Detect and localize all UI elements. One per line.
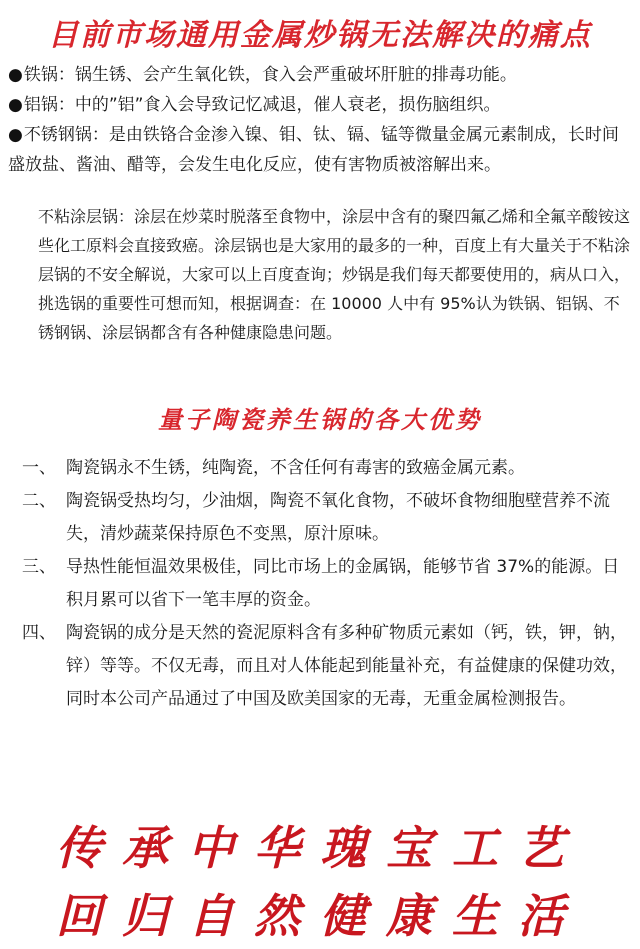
advantage-item [22,485,630,551]
advantages-list [22,452,630,716]
advantage-text: 陶瓷锅永不生锈，纯陶瓷，不含任何有毒害的致癌金属元素。 [66,458,525,478]
pain-point-aluminum [8,90,634,120]
pain-points-list [8,60,634,180]
page-title: 目前市场通用金属炒锅无法解决的痛点 [48,18,592,53]
bullet-icon: ● [8,125,23,145]
advantage-number: 一、 [22,458,56,478]
nonstick-paragraph: 不粘涂层锅：涂层在炒菜时脱落至食物中，涂层中含有的聚四氟乙烯和全氟辛酸铵这些化工原料会直接致癌。涂层锅也是大家用的最多的一种，百度上有大量关于不粘涂层锅的不安全解说，大家可以上百度查询；炒锅是我们每天都要使用的，病从口入，挑选锅的重要性可想而知，根据调查：在 10000 人中有 95%认为铁锅、铝锅、不锈钢锅、涂层锅都含有各种健康隐患问题。 [38,207,631,342]
slogan-line-1: 传承中华瑰宝工艺 [56,821,584,875]
advantage-text: 导热性能恒温效果极佳，同比市场上的金属锅，能够节省 37%的能源。日积月累可以省下一笔丰厚的资金。 [66,557,620,610]
pain-point-text: 不锈钢锅：是由铁铬合金渗入镍、钼、钛、镉、锰等微量金属元素制成，长时间盛放盐、酱油、醋等，会发生电化反应，使有害物质被溶解出来。 [8,125,619,175]
advantage-number: 三、 [22,557,56,577]
pain-point-text: 铁锅：锅生锈、会产生氧化铁，食入会严重破坏肝脏的排毒功能。 [23,65,517,85]
advantage-item [22,617,630,716]
advantages-title: 量子陶瓷养生锅的各大优势 [158,405,482,434]
pain-point-stainless [8,120,634,180]
advantage-item [22,551,630,617]
bullet-icon: ● [8,95,23,115]
advantage-number: 四、 [22,623,56,643]
advantage-text: 陶瓷锅受热均匀，少油烟，陶瓷不氧化食物，不破坏食物细胞壁营养不流失，清炒蔬菜保持原色不变黑，原汁原味。 [66,491,610,544]
advantage-number: 二、 [22,491,56,511]
advantage-item [22,452,630,485]
pain-point-text: 铝锅：中的”铝”食入会导致记忆减退，催人衰老，损伤脑组织。 [23,95,501,115]
pain-point-iron [8,60,634,90]
bullet-icon: ● [8,65,23,85]
slogan-line-2: 回归自然健康生活 [56,889,584,943]
advantage-text: 陶瓷锅的成分是天然的瓷泥原料含有多种矿物质元素如（钙，铁，钾，钠，锌）等等。不仅无毒，而且对人体能起到能量补充，有益健康的保健功效，同时本公司产品通过了中国及欧美国家的无毒，无重金属检测报告。 [66,623,627,709]
